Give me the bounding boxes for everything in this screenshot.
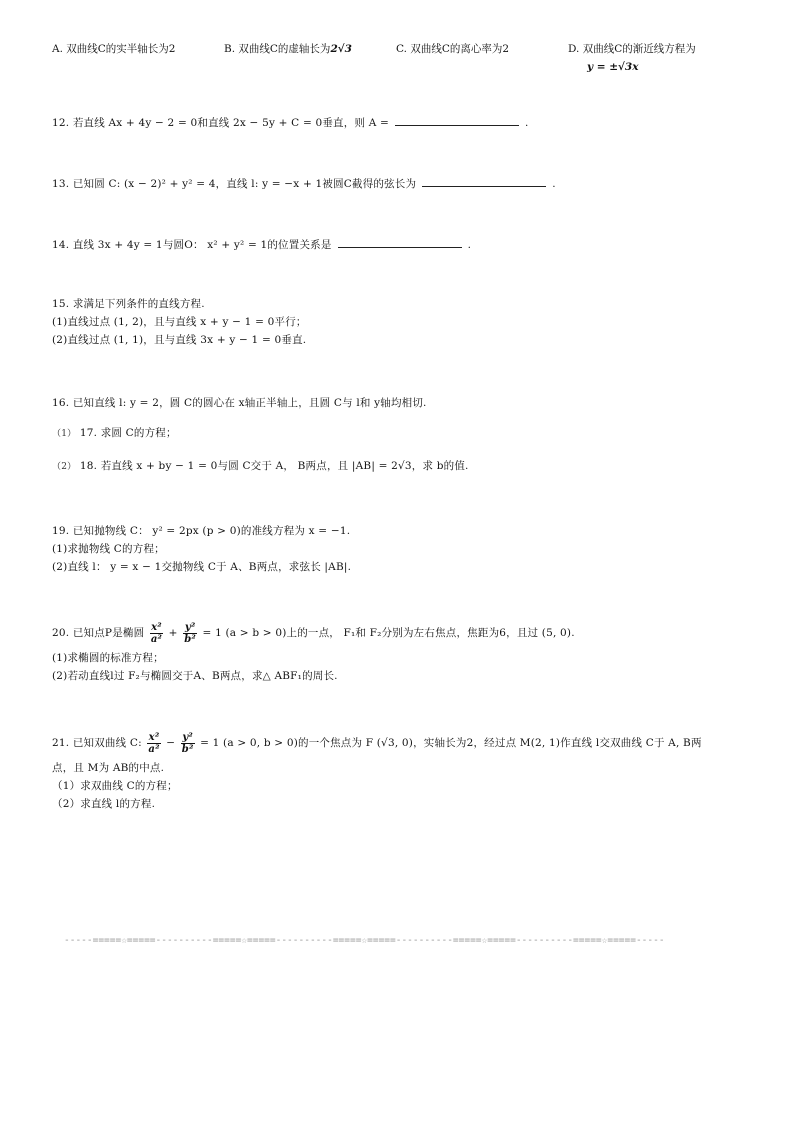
question-16-title: 16. 已知直线 l: y = 2，圆 C的圆心在 x轴正半轴上，且圆 C与 l和 y轴均相切.: [52, 397, 427, 409]
question-14: [52, 236, 471, 252]
question-15-title: 15. 求满足下列条件的直线方程.: [52, 298, 205, 310]
question-21-continuation: 点，且 M为 AB的中点.: [52, 762, 165, 774]
fraction-y2-b2: [183, 622, 197, 645]
question-12-text: 12. 若直线 Ax + 4y − 2 = 0和直线 2x − 5y + C = 0垂直，则 A =: [52, 117, 390, 129]
question-20-pre: 20. 已知点P是椭圆: [52, 627, 145, 639]
option-b-math: 2√3: [330, 43, 352, 55]
question-15-part-2: (2)直线过点 (1, 1)，且与直线 3x + y − 1 = 0垂直.: [52, 334, 307, 346]
option-c: C. 双曲线C的离心率为2: [396, 43, 510, 55]
option-d-formula: y = ±√3x: [587, 61, 639, 73]
answer-blank-13[interactable]: [422, 175, 546, 187]
question-16-part-2: [52, 459, 469, 474]
fraction-denominator: a²: [148, 743, 160, 755]
question-21-pre: 21. 已知双曲线 C:: [52, 737, 142, 749]
question-20-post: = 1 (a > b > 0)上的一点， F₁和 F₂分别为左右焦点，焦距为6，且过 (5, 0).: [202, 627, 575, 639]
fraction-denominator: a²: [150, 633, 163, 645]
fraction-numerator: x²: [148, 731, 160, 743]
question-13-end: .: [552, 178, 556, 190]
fraction-y2-b2: [181, 732, 195, 755]
answer-blank-14[interactable]: [338, 236, 462, 248]
sub-question-marker-2: （2）: [52, 462, 77, 472]
question-19-part-1: (1)求抛物线 C的方程；: [52, 543, 165, 555]
option-b: [224, 42, 352, 56]
question-18-text: 18. 若直线 x + by − 1 = 0与圆 C交于 A， B两点，且 |AB| = 2√3，求 b的值.: [79, 460, 469, 472]
fraction-x2-a2: [147, 732, 160, 755]
question-13-text: 13. 已知圆 C: (x − 2)² + y² = 4，直线 l: y = −x + 1被圆C截得的弦长为: [52, 178, 417, 190]
fraction-denominator: b²: [181, 743, 194, 755]
question-19-title: 19. 已知抛物线 C： y² = 2px (p > 0)的准线方程为 x = −1.: [52, 525, 351, 537]
question-16-part-1: [52, 426, 177, 441]
plus-sign: +: [168, 627, 178, 639]
sub-question-marker-1: （1）: [52, 429, 77, 439]
minus-sign: −: [166, 737, 176, 749]
question-14-end: .: [467, 239, 472, 251]
question-20-title: [52, 618, 575, 648]
question-15-part-1: (1)直线过点 (1, 2)，且与直线 x + y − 1 = 0平行；: [52, 316, 307, 328]
question-17-text: 17. 求圆 C的方程；: [79, 427, 177, 439]
question-21-part-1: （1）求双曲线 C的方程；: [52, 780, 178, 792]
question-20-part-1: (1)求椭圆的标准方程；: [52, 652, 164, 664]
question-13: [52, 175, 556, 191]
option-d: D. 双曲线C的渐近线方程为: [568, 43, 696, 55]
section-divider: -----=====☆=====----------=====☆=====----------=====☆=====----------=====☆=====----------=====☆=====-----: [64, 935, 665, 946]
question-12-end: .: [525, 117, 529, 129]
fraction-denominator: b²: [184, 633, 196, 645]
fraction-numerator: y²: [184, 621, 196, 633]
question-19-part-2: (2)直线 l： y = x − 1交抛物线 C于 A、B两点，求弦长 |AB|.: [52, 561, 352, 573]
question-14-text: 14. 直线 3x + 4y = 1与圆O： x² + y² = 1的位置关系是: [52, 239, 332, 251]
answer-blank-12[interactable]: [395, 114, 519, 126]
question-21-title: [52, 728, 702, 758]
question-20-part-2: (2)若动直线l过 F₂与椭圆交于A、B两点，求△ ABF₁的周长.: [52, 670, 338, 682]
question-12: [52, 114, 529, 130]
option-d-math: [587, 60, 638, 74]
fraction-numerator: x²: [151, 621, 162, 633]
fraction-x2-a2: [150, 622, 163, 645]
question-21-part-2: （2）求直线 l的方程.: [52, 798, 156, 810]
option-a: A. 双曲线C的实半轴长为2: [52, 43, 176, 55]
question-21-post: = 1 (a > 0, b > 0)的一个焦点为 F (√3, 0)，实轴长为2，经过点 M(2, 1)作直线 l交双曲线 C于 A, B两: [200, 737, 702, 749]
fraction-numerator: y²: [182, 731, 193, 743]
option-b-text: B. 双曲线C的虚轴长为: [224, 43, 331, 55]
